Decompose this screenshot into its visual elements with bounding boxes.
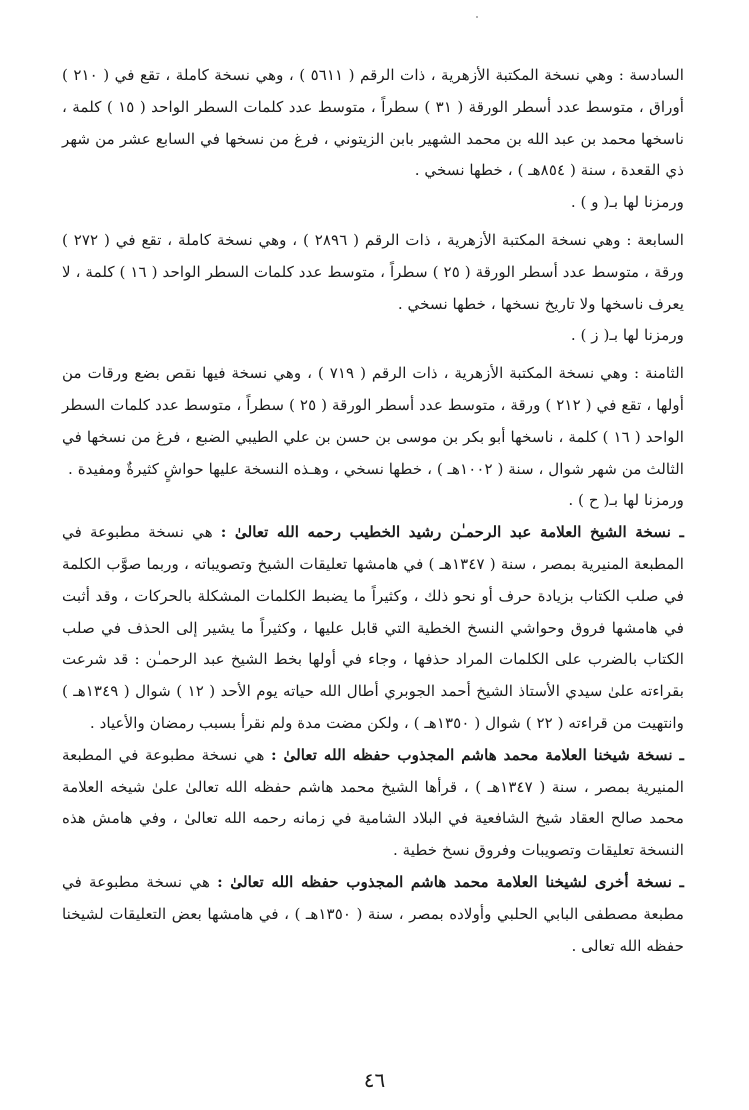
paragraph-text: السادسة : وهي نسخة المكتبة الأزهرية ، ذات الرقم ( ٥٦١١ ) ، وهي نسخة كاملة ، تقع في ( ٢١٠ ) أوراق ، متوسط عدد أسطر الورقة ( ٣١ ) سطراً ، متوسط عدد كلمات السطر الواحد ( ١٥ ) كلمة ، ناسخها محمد بن عبد الله بن محمد الشهير بابن الزيتوني ، فرغ من نسخها في السابع عشر من شهر ذي القعدة ، سنة ( ٨٥٤هـ ) ، خطها نسخي . — [62, 66, 684, 180]
symbol-line-zay — [62, 320, 684, 352]
symbol-text: ورمزنا لها بـ( و ) . — [570, 193, 684, 212]
paragraph-text: هي نسخة مطبوعة في المطبعة المنيرية بمصر ، سنة ( ١٣٤٧هـ ) في هامشها تعليقات الشيخ وتصويباته ، وربما صوَّب الكلمة في صلب الكتاب بزيادة حرف أو نحو ذلك ، وكثيراً ما يضبط الكلمات المشكلة بالحركات ، وقد أثبت في هامشها فروق وحواشي النسخ الخطية التي قابل عليها ، وكثيراً ما يشير إلى الحذف في صلب الكتاب بالضرب على الكلمات المراد حذفها ، وجاء في أولها بخط الشيخ عبد الرحمـٰن : قد شرعت بقراءته علىٰ سيدي الأستاذ الشيخ أحمد الجوبري أطال الله حياته يوم الأحد ( ١٢ ) شوال ( ١٣٤٩هـ ) وانتهيت من قراءته ( ٢٢ ) شوال ( ١٣٥٠هـ ) ، ولكن مضت مدة ولم نقرأ بسبب رمضان والأعياد . — [62, 523, 685, 732]
paragraph-majzoub-second-copy — [62, 867, 684, 962]
paragraph-seventh-copy — [62, 225, 684, 320]
paragraph-lead: ـ نسخة شيخنا العلامة محمد هاشم المجذوب حفظه الله تعالىٰ : — [270, 745, 685, 764]
paragraph-text: هي نسخة مطبوعة في المطبعة المنيرية بمصر ، سنة ( ١٣٤٧هـ ) ، قرأها الشيخ محمد هاشم حفظه الله تعالىٰ علىٰ شيخه العلامة محمد صالح العقاد شيخ الشافعية في البلاد الشامية في زمانه رحمه الله تعالىٰ ، وفي هامش هذه النسخة تعليقات وتصويبات وفروق نسخ خطية . — [62, 745, 684, 860]
paragraph-text: الثامنة : وهي نسخة المكتبة الأزهرية ، ذات الرقم ( ٧١٩ ) ، وهي نسخة فيها نقص بضع ورقات من أولها ، تقع في ( ٢١٢ ) ورقة ، متوسط عدد أسطر الورقة ( ٢٥ ) سطراً ، متوسط عدد كلمات السطر الواحد ( ١٦ ) كلمة ، ناسخها أبو بكر بن موسى بن حسن بن علي الطيبي الضبع ، فرغ من نسخها في الثالث من شهر شوال ، سنة ( ١٠٠٢هـ ) ، خطها نسخي ، وهـذه النسخة عليها حواشٍ كثيرةٌ ومفيدة . — [62, 364, 685, 478]
scan-speck — [476, 16, 478, 18]
symbol-text: ورمزنا لها بـ( ح ) . — [568, 491, 684, 510]
paragraph-eighth-copy — [62, 358, 684, 485]
document-page — [62, 60, 684, 1060]
paragraph-lead: ـ نسخة الشيخ العلامة عبد الرحمـٰن رشيد الخطيب رحمه الله تعالىٰ : — [220, 523, 684, 542]
symbol-line-waw — [62, 187, 684, 219]
paragraph-majzoub-copy — [62, 740, 684, 867]
paragraph-khatib-copy — [62, 517, 684, 740]
paragraph-lead: ـ نسخة أخرى لشيخنا العلامة محمد هاشم المجذوب حفظه الله تعالىٰ : — [217, 872, 684, 891]
paragraph-text: السابعة : وهي نسخة المكتبة الأزهرية ، ذات الرقم ( ٢٨٩٦ ) ، وهي نسخة كاملة ، تقع في ( ٢٧٢ ) ورقة ، متوسط عدد أسطر الورقة ( ٢٥ ) سطراً ، متوسط عدد كلمات السطر الواحد ( ١٦ ) كلمة ، لا يعرف ناسخها ولا تاريخ نسخها ، خطها نسخي . — [62, 230, 684, 313]
paragraph-sixth-copy — [62, 60, 684, 187]
symbol-line-ha — [62, 485, 684, 517]
symbol-text: ورمزنا لها بـ( ز ) . — [570, 326, 684, 345]
paragraph-text: هي نسخة مطبوعة في مطبعة مصطفى البابي الحلبي وأولاده بمصر ، سنة ( ١٣٥٠هـ ) ، في هامشها بعض التعليقات لشيخنا حفظه الله تعالى . — [62, 872, 684, 955]
page-number: ٤٦ — [363, 1068, 386, 1092]
